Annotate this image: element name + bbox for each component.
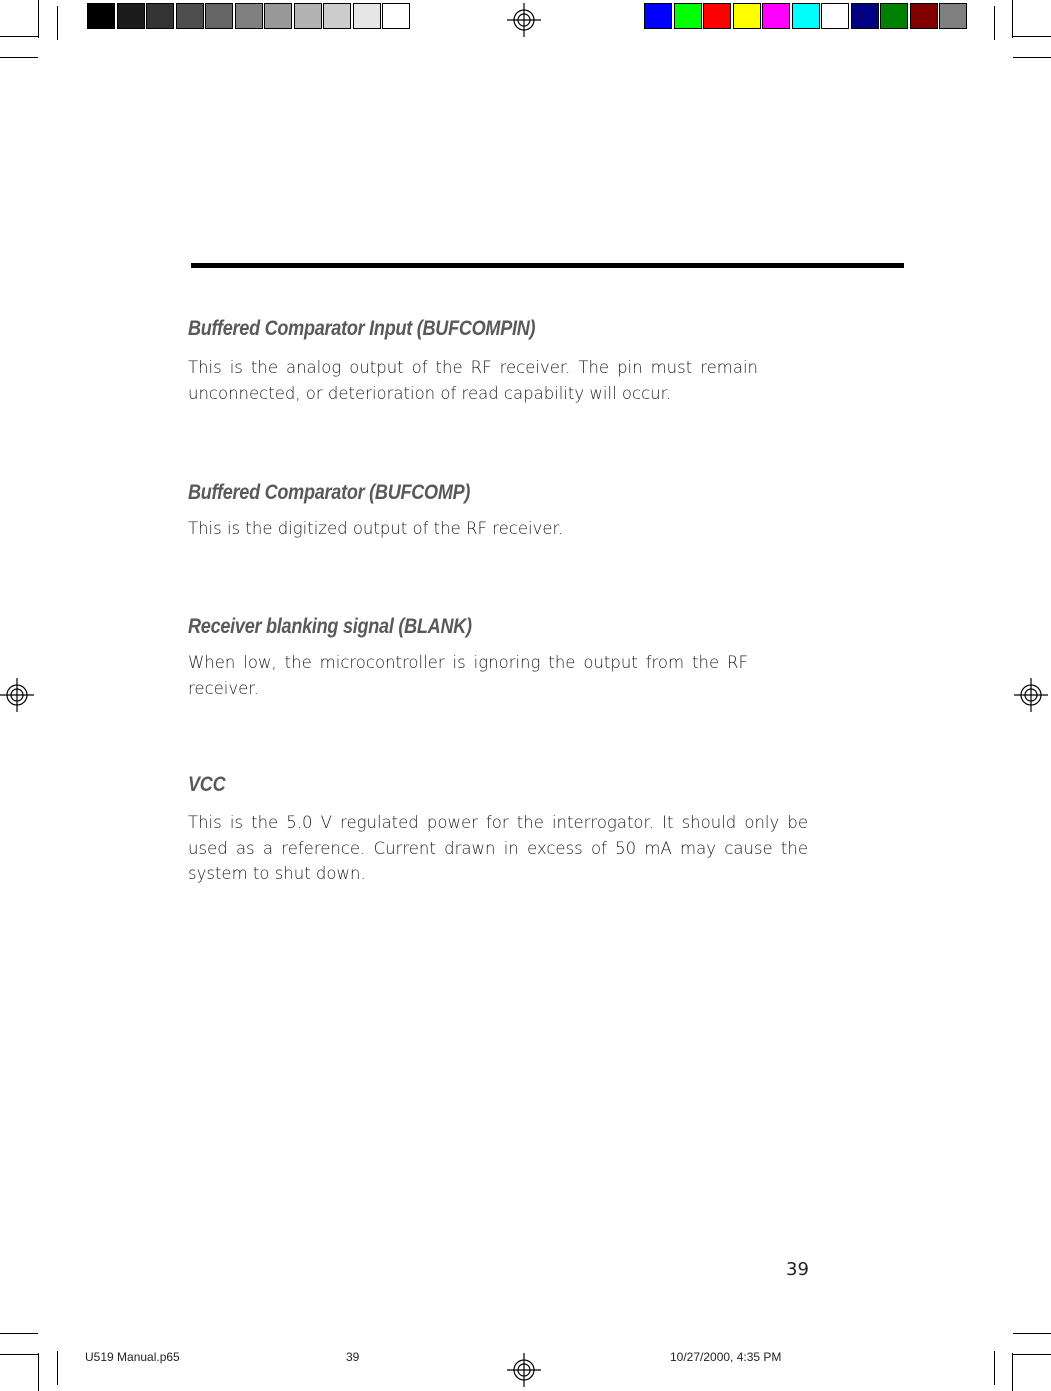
crop-mark xyxy=(38,1353,39,1391)
crop-mark xyxy=(1013,1354,1051,1355)
color-swatch xyxy=(176,3,204,29)
crop-mark xyxy=(0,36,38,37)
color-swatch xyxy=(87,3,115,29)
crop-mark xyxy=(1013,57,1051,58)
color-swatch xyxy=(205,3,233,29)
slug-page: 39 xyxy=(346,1350,360,1364)
section-body-bufcomp: This is the digitized output of the RF receiver. xyxy=(188,519,563,538)
color-swatch xyxy=(264,3,292,29)
registration-mark-icon xyxy=(507,3,541,37)
section-heading-vcc: VCC xyxy=(188,773,226,796)
header-rule xyxy=(191,263,904,268)
registration-mark-icon xyxy=(507,1353,541,1387)
crop-mark xyxy=(0,57,38,58)
color-swatch xyxy=(323,3,351,29)
crop-mark xyxy=(994,1351,995,1385)
section-body-vcc: This is the 5.0 V regulated power for the interrogator. It should only be used as a reference. Current drawn in excess of 50 mA may cause the system to shut down. xyxy=(188,813,808,883)
registration-mark-icon xyxy=(0,678,34,712)
color-swatch xyxy=(674,3,702,29)
color-swatch xyxy=(353,3,381,29)
color-swatch xyxy=(910,3,938,29)
color-swatch xyxy=(880,3,908,29)
color-swatch xyxy=(117,3,145,29)
color-swatch xyxy=(821,3,849,29)
color-swatch xyxy=(382,3,410,29)
color-swatch xyxy=(294,3,322,29)
color-swatch xyxy=(235,3,263,29)
crop-mark xyxy=(0,1333,38,1334)
color-swatch xyxy=(146,3,174,29)
registration-mark-icon xyxy=(1014,678,1048,712)
section-body-bufcompin: This is the analog output of the RF receiver. The pin must remain unconnected, or deterioration of read capability will occur. xyxy=(188,358,758,403)
crop-mark xyxy=(1012,1353,1013,1391)
crop-mark xyxy=(1013,36,1051,37)
crop-mark xyxy=(57,1351,58,1385)
section-heading-bufcomp: Buffered Comparator (BUFCOMP) xyxy=(188,481,471,504)
color-swatch xyxy=(762,3,790,29)
color-swatch xyxy=(939,3,967,29)
color-swatch xyxy=(644,3,672,29)
crop-mark xyxy=(38,0,39,38)
color-swatch xyxy=(733,3,761,29)
crop-mark xyxy=(57,6,58,40)
color-swatch xyxy=(792,3,820,29)
color-swatch xyxy=(851,3,879,29)
crop-mark xyxy=(1012,0,1013,38)
slug-timestamp: 10/27/2000, 4:35 PM xyxy=(670,1350,782,1364)
section-heading-bufcompin: Buffered Comparator Input (BUFCOMPIN) xyxy=(188,317,536,340)
section-body-blank: When low, the microcontroller is ignoring the output from the RF receiver. xyxy=(188,653,748,698)
section-heading-blank: Receiver blanking signal (BLANK) xyxy=(188,615,472,638)
slug-file: U519 Manual.p65 xyxy=(85,1350,180,1364)
page-number: 39 xyxy=(786,1259,809,1280)
crop-mark xyxy=(0,1354,38,1355)
crop-mark xyxy=(1013,1333,1051,1334)
color-swatch xyxy=(703,3,731,29)
crop-mark xyxy=(994,6,995,40)
